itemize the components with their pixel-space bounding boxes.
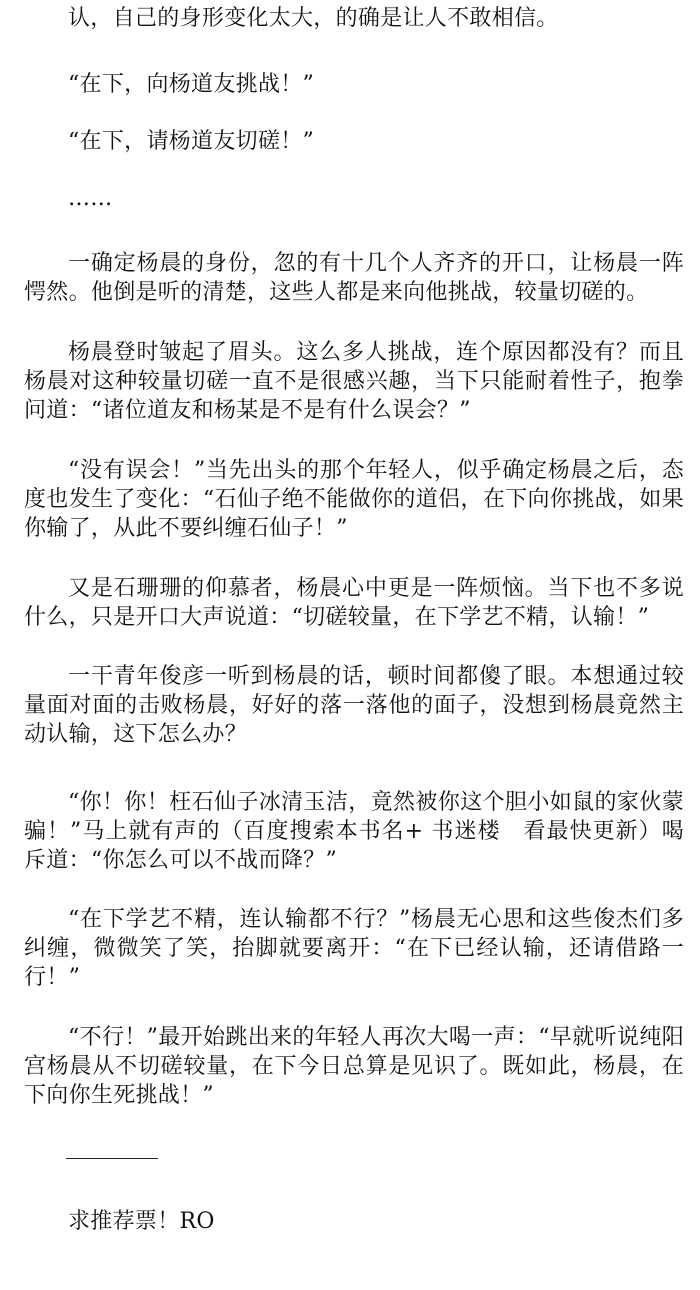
recommendation-request: 求推荐票！RO	[68, 1209, 215, 1234]
paragraph-11: “在下学艺不精，连认输都不行？”杨晨无心思和这些俊杰们多纠缠，微微笑了笑，抬脚就要离开：“在下已经认输，还请借路一行！”	[24, 907, 684, 990]
separator-line	[66, 1158, 158, 1159]
paragraph-1: 认，自己的身形变化太大，的确是让人不敢相信。	[68, 6, 559, 31]
paragraph-10: “你！你！枉石仙子冰清玉洁，竟然被你这个胆小如鼠的家伙蒙骗！”马上就有声的（百度搜索本书名+ 书迷楼 看最快更新）喝斥道：“你怎么可以不战而降？”	[24, 790, 684, 873]
paragraph-6: 杨晨登时皱起了眉头。这么多人挑战，连个原因都没有？而且杨晨对这种较量切磋一直不是很感兴趣，当下只能耐着性子，抱拳问道：“诸位道友和杨某是不是有什么误会？”	[24, 340, 684, 423]
paragraph-12: “不行！”最开始跳出来的年轻人再次大喝一声：“早就听说纯阳宫杨晨从不切磋较量，在下今日总算是见识了。既如此，杨晨，在下向你生死挑战！”	[24, 1025, 684, 1108]
paragraph-3: “在下，请杨道友切磋！”	[68, 129, 315, 154]
paragraph-ellipsis: ……	[68, 186, 113, 211]
paragraph-8: 又是石珊珊的仰慕者，杨晨心中更是一阵烦恼。当下也不多说什么，只是开口大声说道：“切磋较量，在下学艺不精，认输！”	[24, 576, 684, 630]
paragraph-2: “在下，向杨道友挑战！”	[68, 72, 315, 97]
paragraph-5: 一确定杨晨的身份，忽的有十几个人齐齐的开口，让杨晨一阵愕然。他倒是听的清楚，这些人都是来向他挑战，较量切磋的。	[24, 251, 684, 305]
paragraph-9: 一干青年俊彦一听到杨晨的话，顿时间都傻了眼。本想通过较量面对面的击败杨晨，好好的落一落他的面子，没想到杨晨竟然主动认输，这下怎么办？	[24, 664, 684, 747]
paragraph-7: “没有误会！”当先出头的那个年轻人，似乎确定杨晨之后，态度也发生了变化：“石仙子绝不能做你的道侣，在下向你挑战，如果你输了，从此不要纠缠石仙子！”	[24, 458, 684, 541]
